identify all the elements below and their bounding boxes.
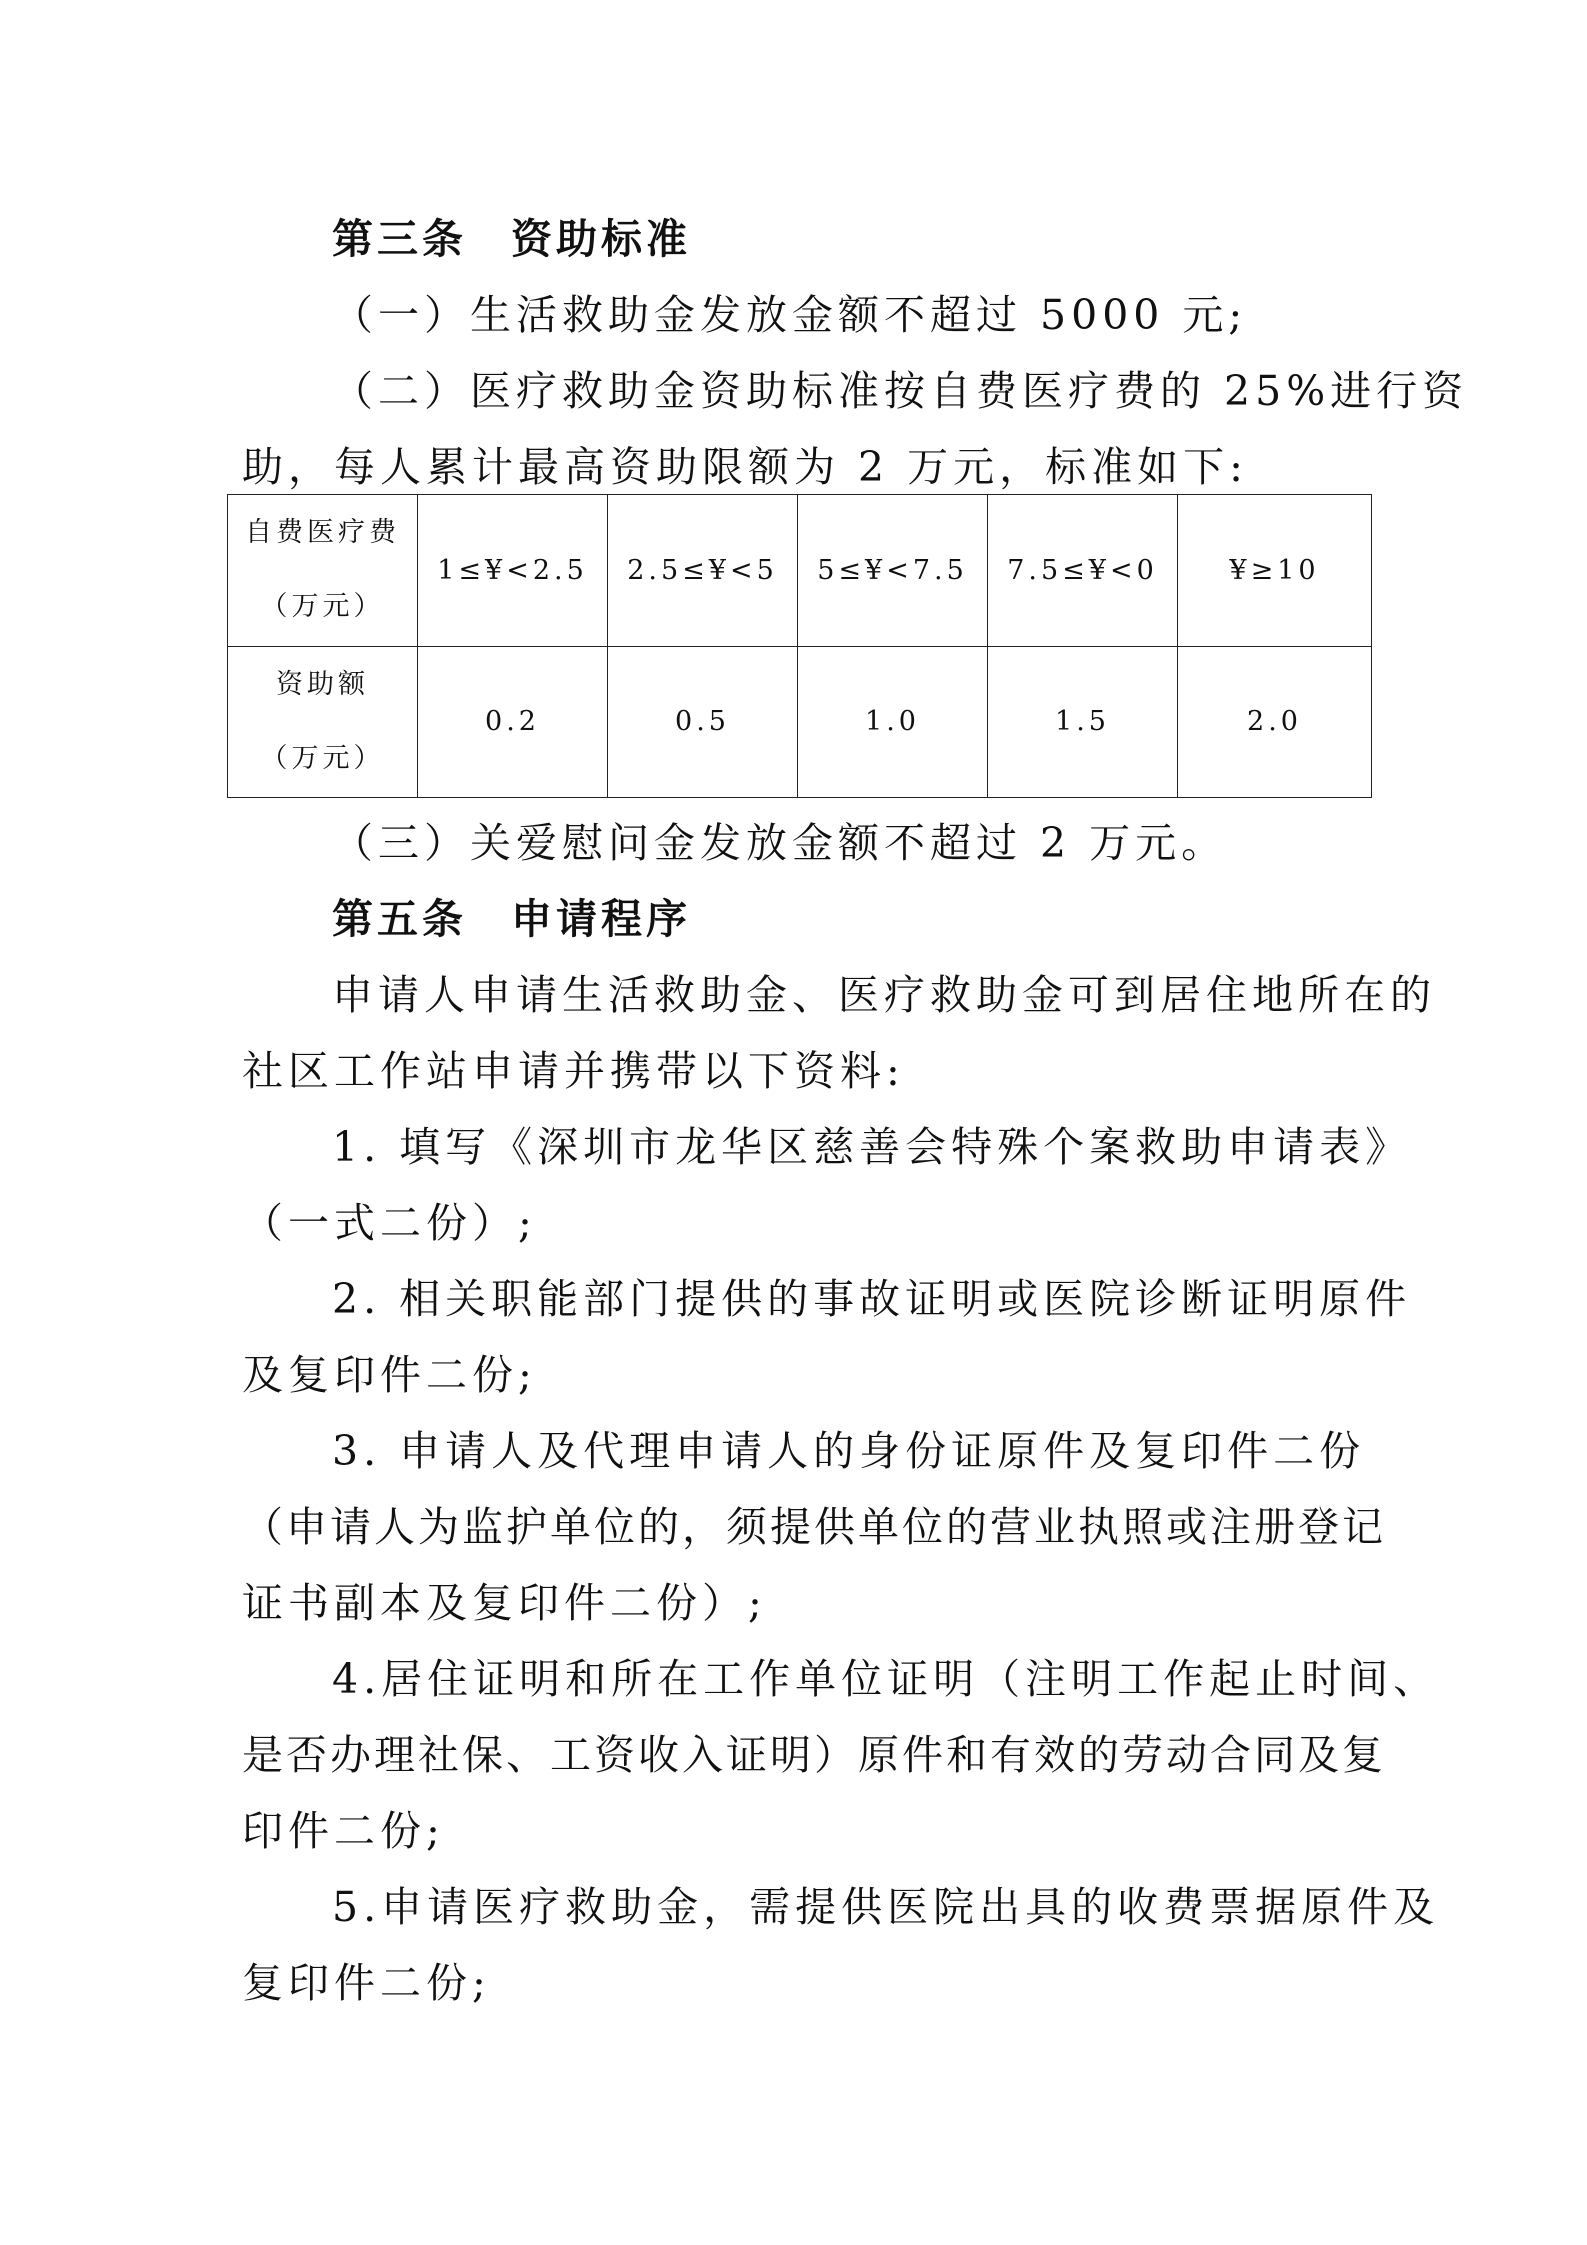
article-5-item-4-line-1: 4.居住证明和所在工作单位证明（注明工作起止时间、 [332, 1655, 1440, 1703]
table-cell: 0.2 [418, 646, 608, 798]
article-5-title: 申请程序 [511, 895, 691, 943]
table-header-line: 自费医疗费 [245, 517, 400, 549]
article-5-item-2-line-2: 及复印件二份; [242, 1351, 537, 1399]
table-header-line: （万元） [260, 742, 385, 774]
article-3-item-2-line-2: 助，每人累计最高资助限额为 2 万元，标准如下: [242, 443, 1248, 491]
article-5-item-5-line-1: 5.申请医疗救助金，需提供医院出具的收费票据原件及 [332, 1883, 1440, 1931]
article-3-item-1: （一）生活救助金发放金额不超过 5000 元; [332, 291, 1248, 339]
table-cell: ¥≥10 [1178, 495, 1372, 647]
table-cell: 2.0 [1178, 646, 1372, 798]
table-cell: 1≤¥<2.5 [418, 495, 608, 647]
article-5-heading [332, 894, 691, 944]
aid-standard-table [227, 494, 1372, 798]
table-cell: 0.5 [608, 646, 798, 798]
table-cell: 7.5≤¥<0 [988, 495, 1178, 647]
article-3-number: 第三条 [332, 215, 467, 263]
article-5-item-1-line-2: （一式二份）; [242, 1199, 537, 1247]
table-cell: 1.0 [798, 646, 988, 798]
table-cell: 1.5 [988, 646, 1178, 798]
article-5-item-1-line-1: 1. 填写《深圳市龙华区慈善会特殊个案救助申请表》 [332, 1123, 1412, 1171]
article-5-item-3-line-2: （申请人为监护单位的，须提供单位的营业执照或注册登记 [242, 1503, 1386, 1551]
table-cell: 5≤¥<7.5 [798, 495, 988, 647]
article-3-item-3: （三）关爱慰问金发放金额不超过 2 万元。 [332, 819, 1228, 867]
article-3-heading [332, 214, 691, 264]
article-3-title: 资助标准 [511, 215, 691, 263]
article-5-intro-line-1: 申请人申请生活救助金、医疗救助金可到居住地所在的 [332, 971, 1436, 1019]
article-5-item-2-line-1: 2. 相关职能部门提供的事故证明或医院诊断证明原件 [332, 1275, 1412, 1323]
article-5-item-3-line-1: 3. 申请人及代理申请人的身份证原件及复印件二份 [332, 1427, 1366, 1475]
article-5-item-5-line-2: 复印件二份; [242, 1959, 491, 2007]
table-row [228, 495, 1372, 647]
article-3-item-2-line-1: （二）医疗救助金资助标准按自费医疗费的 25%进行资 [332, 367, 1469, 415]
article-5-number: 第五条 [332, 895, 467, 943]
table-header-cell [228, 495, 418, 647]
article-5-item-3-line-3: 证书副本及复印件二份）; [242, 1579, 767, 1627]
table-header-cell [228, 646, 418, 798]
article-5-item-4-line-2: 是否办理社保、工资收入证明）原件和有效的劳动合同及复 [242, 1731, 1386, 1779]
table-header-line: （万元） [260, 591, 385, 623]
article-5-intro-line-2: 社区工作站申请并携带以下资料: [242, 1047, 905, 1095]
table-header-line: 资助额 [276, 668, 369, 700]
table-cell: 2.5≤¥<5 [608, 495, 798, 647]
table-row [228, 646, 1372, 798]
article-5-item-4-line-3: 印件二份; [242, 1807, 445, 1855]
